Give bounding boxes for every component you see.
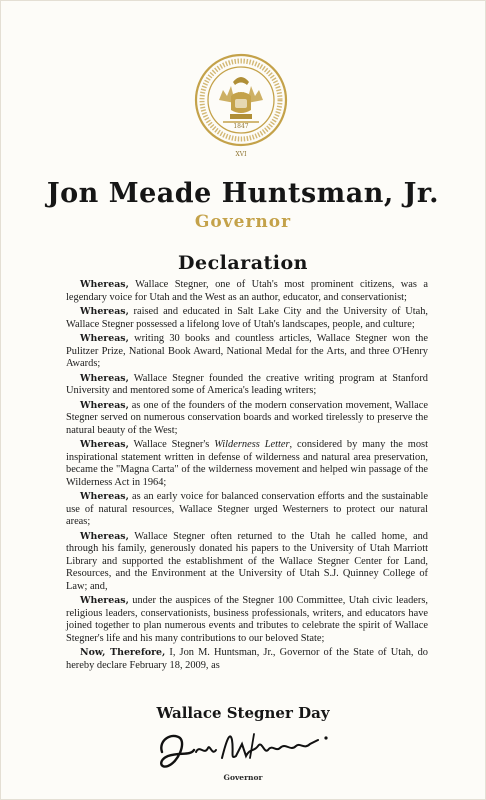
book-title: Wilderness Letter bbox=[214, 439, 290, 450]
clause-text: Wallace Stegner, one of Utah's most prominent citizens, was a legendary voice for Utah and the West as an author, educator, and conservationist; bbox=[66, 279, 428, 303]
clause-text: as an early voice for balanced conservation efforts and the sustainable use of natural resources, Wallace Stegner urged Westerners to protect our natural areas; bbox=[66, 491, 428, 527]
clause bbox=[66, 279, 428, 304]
clause-keyword: Whereas, bbox=[80, 399, 129, 411]
clause-text: Wallace Stegner often returned to the Utah he called home, and through his family, generously donated his papers to the University of Utah Marriott Library and supported the establishment of the Wallace Stegner Center for Land, Resources, and the Environment at the University of Utah S.J. Quinney College of Law; and, bbox=[66, 530, 428, 592]
clause-keyword: Whereas, bbox=[80, 439, 129, 450]
clause-keyword: Whereas, bbox=[80, 306, 129, 317]
clause-text: as one of the founders of the modern conservation movement, Wallace Stegner served on numerous conservation boards and worked tirelessly to preserve the natural beauty of the West; bbox=[66, 399, 428, 436]
clause-keyword: Whereas, bbox=[80, 595, 129, 606]
clause-keyword: Whereas, bbox=[80, 279, 129, 290]
declaration-body bbox=[66, 279, 428, 674]
clause-text: Wallace Stegner founded the creative writing program at Stanford University and mentored some of America's leading writers; bbox=[66, 372, 428, 396]
clause-text: raised and educated in Salt Lake City and the University of Utah, Wallace Stegner possessed a lifelong love of Utah's landscapes, people, and culture; bbox=[66, 306, 428, 330]
clause-text: under the auspices of the Stegner 100 Committee, Utah civic leaders, religious leaders, conservationists, business professionals, writers, and educators have joined together to plan numerous events and tributes to celebrate the spirit of Wallace Stegner's life and his many contributions to our beloved State; bbox=[66, 595, 428, 644]
governor-title: Governor bbox=[194, 212, 292, 232]
clause bbox=[66, 373, 428, 398]
signature-title: Governor bbox=[223, 773, 263, 782]
clause-keyword: Whereas, bbox=[80, 372, 129, 384]
clause bbox=[66, 333, 428, 371]
clause-keyword: Whereas, bbox=[80, 333, 129, 344]
clause-text: , considered by many the most inspirational statement written in defense of wilderness and natural area preservation, became the "Magna Carta" of the wilderness movement and helped win passage of the Wilderness Act in 1964; bbox=[66, 439, 428, 488]
clause-text: writing 30 books and countless articles, Wallace Stegner won the Pulitzer Prize, National Book Award, National Medal for the Arts, and three O'Henry Awards; bbox=[66, 333, 428, 369]
document-title: Declaration bbox=[178, 252, 308, 274]
governor-name: Jon Meade Huntsman, Jr. bbox=[46, 178, 440, 209]
clause-text: Wallace Stegner's bbox=[128, 439, 215, 450]
clause bbox=[66, 491, 428, 529]
clause bbox=[66, 531, 428, 594]
svg-text:XVI: XVI bbox=[235, 151, 247, 158]
svg-text:1847: 1847 bbox=[233, 123, 249, 130]
clause bbox=[66, 439, 428, 489]
clause bbox=[66, 306, 428, 331]
clause bbox=[66, 595, 428, 645]
clause-text: I, Jon M. Huntsman, Jr., Governor of the State of Utah, do hereby declare February 18, 2009, as bbox=[66, 647, 428, 671]
day-name: Wallace Stegner Day bbox=[156, 704, 330, 722]
clause bbox=[66, 400, 428, 438]
clause-keyword: Now, Therefore, bbox=[80, 647, 166, 658]
resolution-clause bbox=[66, 647, 428, 672]
clause-keyword: Whereas, bbox=[80, 491, 129, 502]
state-seal-icon bbox=[193, 52, 289, 172]
signature-icon bbox=[150, 722, 340, 774]
clause-keyword: Whereas, bbox=[80, 530, 129, 542]
